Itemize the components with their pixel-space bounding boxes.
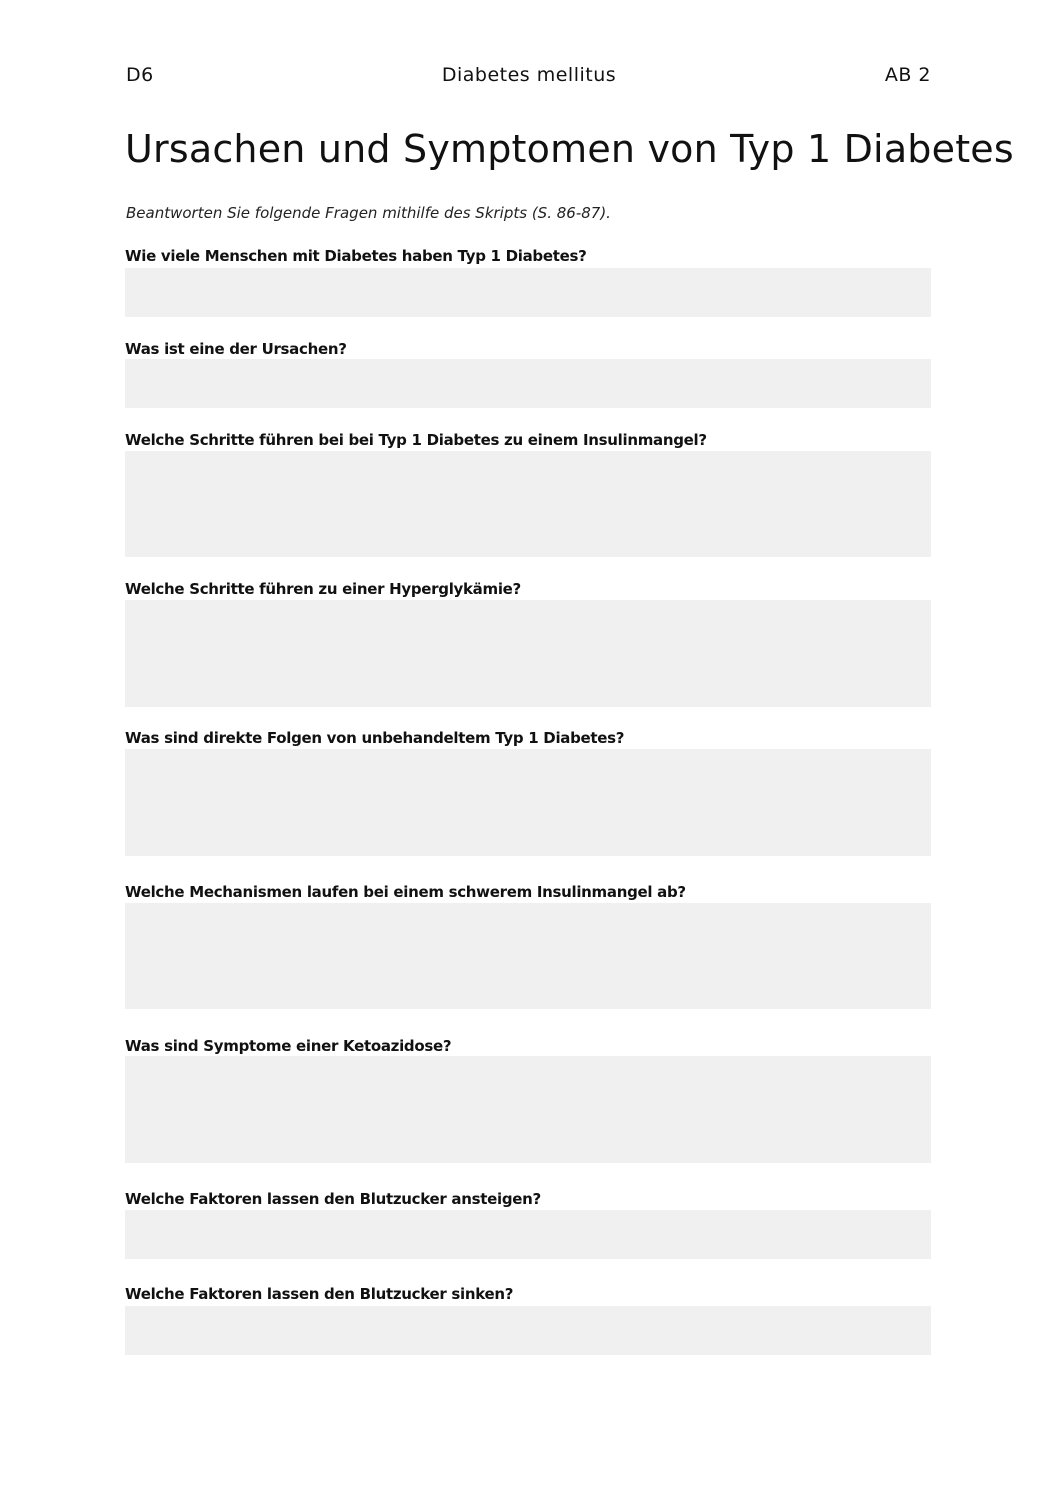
question-label: Was ist eine der Ursachen?	[125, 340, 347, 358]
answer-field[interactable]	[125, 451, 931, 557]
answer-field[interactable]	[125, 359, 931, 408]
question-label: Welche Schritte führen bei bei Typ 1 Diabetes zu einem Insulinmangel?	[125, 431, 707, 449]
answer-field[interactable]	[125, 1306, 931, 1355]
page-title: Ursachen und Symptomen von Typ 1 Diabetes	[125, 127, 1014, 171]
question-label: Welche Faktoren lassen den Blutzucker sinken?	[125, 1285, 514, 1303]
question-label: Welche Schritte führen zu einer Hyperglykämie?	[125, 580, 521, 598]
question-label: Welche Faktoren lassen den Blutzucker ansteigen?	[125, 1190, 541, 1208]
question-label: Wie viele Menschen mit Diabetes haben Typ 1 Diabetes?	[125, 247, 587, 265]
answer-field[interactable]	[125, 749, 931, 856]
question-label: Welche Mechanismen laufen bei einem schwerem Insulinmangel ab?	[125, 883, 686, 901]
answer-field[interactable]	[125, 600, 931, 707]
answer-field[interactable]	[125, 1056, 931, 1163]
answer-field[interactable]	[125, 1210, 931, 1259]
header-code: D6	[126, 64, 154, 86]
instruction-text: Beantworten Sie folgende Fragen mithilfe des Skripts (S. 86-87).	[126, 204, 611, 222]
answer-field[interactable]	[125, 268, 931, 317]
answer-field[interactable]	[125, 903, 931, 1009]
header-topic: Diabetes mellitus	[441, 64, 617, 86]
header-sheet-number: AB 2	[884, 64, 931, 86]
question-label: Was sind Symptome einer Ketoazidose?	[125, 1037, 452, 1055]
question-label: Was sind direkte Folgen von unbehandeltem Typ 1 Diabetes?	[125, 729, 625, 747]
